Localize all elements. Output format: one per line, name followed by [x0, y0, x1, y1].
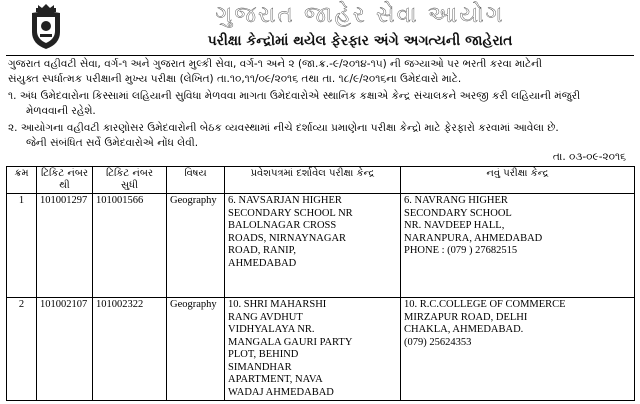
center-change-table [6, 166, 635, 401]
notice-header [0, 0, 640, 56]
row-ticket-from: 101002107 [37, 298, 93, 401]
old-center-line: WADAJ AHMEDABAD [228, 386, 334, 398]
intro-line-2: સંયુક્ત સ્પર્ધાત્મક પરીક્ષાની મુખ્ય પરીક્ષા (લેખિત) તા.૧૦,૧૧/૦૯/૨૦૧૬ તથા તા. ૧૮/૯/૨૦૧૬ના ઉમેદવારો માટે. [8, 73, 462, 85]
row-subject: Geography [167, 194, 225, 298]
row-ticket-to: 101001566 [93, 194, 167, 298]
old-center-line: BALOLNAGAR CROSS [228, 220, 337, 231]
point-2-line-1: ૨. આયોગના વહીવટી કારણોસર ઉમેદવારોની બેઠક વ્યવસ્થામાં નીચે દર્શાવ્યા પ્રમાણેના પરીક્ષા કેન્દ્રો માટે ફેરફારો કરવામાં આવેલા છે. [8, 122, 559, 134]
old-center-line: SECONDARY SCHOOL NR [228, 207, 353, 219]
new-center-line: 10. R.C.COLLEGE OF COMMERCE [404, 299, 566, 310]
point-1-line-1: ૧. અંધ ઉમેદવારોના કિસ્સામાં લહિયાની સુવિધા મેળવવા માગતા ઉમેદવારોએ સ્થાનિક કક્ષાએ કેન્દ્ર સંચાલકને અરજી કરી લહિયાની મંજુરી [8, 90, 581, 102]
old-center-line: VIDHYALAYA NR. [228, 324, 315, 335]
point-1-line-2: મેળવવાની રહેશે. [26, 105, 96, 117]
new-center-line: NARANPURA, AHMEDABAD [404, 232, 543, 244]
new-center-line: PHONE : (079 ) 27682515 [404, 245, 518, 256]
header-ticket-to: ટિકિટ નંબર સુધી [93, 167, 167, 194]
gpsc-emblem-icon [28, 4, 64, 50]
old-center-line: SIMANDHAR [228, 361, 292, 373]
new-center-line: CHAKLA, AHMEDABAD. [404, 324, 524, 335]
old-center-line: APARTMENT, NAVA [228, 374, 323, 385]
header-new-center: નવું પરીક્ષા કેન્દ્ર [401, 167, 635, 194]
row-ticket-from: 101001297 [37, 194, 93, 298]
row-serial: 2 [7, 298, 37, 401]
table-header-row [7, 167, 635, 194]
row-new-center [401, 298, 635, 401]
new-center-line: 6. NAVRANG HIGHER [404, 195, 508, 206]
row-new-center [401, 194, 635, 298]
notice-title: પરીક્ષા કેન્દ્રોમાં થયેલ ફેરફાર અંગે અગત્યની જાહેરાત [207, 33, 513, 49]
old-center-line: ROADS, NIRNAYNAGAR [228, 232, 347, 244]
new-center-line: NR. NAVDEEP HALL, [404, 220, 505, 231]
header-ticket-from: ટિકિટ નંબર થી [37, 167, 93, 194]
new-center-line: SECONDARY SCHOOL [404, 207, 512, 219]
new-center-line: (079) 25624353 [404, 336, 472, 348]
old-center-line: PLOT, BEHIND [228, 349, 299, 360]
header-serial: ક્રમ [7, 167, 37, 194]
old-center-line: 6. NAVSARJAN HIGHER [228, 195, 342, 206]
row-old-center [225, 194, 401, 298]
header-old-center: પ્રવેશપત્રમાં દર્શાવેલ પરીક્ષા કેન્દ્ર [225, 167, 401, 194]
old-center-line: 10. SHRI MAHARSHI [228, 299, 327, 310]
header-subject: વિષય [167, 167, 225, 194]
intro-line-1: ગુજરાત વહીવટી સેવા, વર્ગ-૧ અને ગુજરાત મુલ્કી સેવા, વર્ગ-૧ અને ૨ (જા.ક્ર.-૯/૨૦૧૪-૧૫) ની જગ્યાઓ પર ભરતી કરવા માટેની [8, 58, 542, 70]
notice-date: તા. ૦૩-૦૯-૨૦૧૬ [552, 151, 626, 163]
old-center-line: AHMEDABAD [228, 257, 297, 269]
row-ticket-to: 101002322 [93, 298, 167, 401]
table-row [7, 194, 635, 298]
org-name: ગુજરાત જાહેર સેવા આયોગ [215, 2, 505, 28]
new-center-line: MIRZAPUR ROAD, DELHI [404, 311, 528, 323]
old-center-line: RANG AVDHUT [228, 311, 303, 323]
old-center-line: ROAD, RANIP, [228, 245, 296, 256]
header-divider [6, 55, 634, 56]
table-row [7, 298, 635, 401]
row-subject: Geography [167, 298, 225, 401]
old-center-line: MANGALA GAURI PARTY [228, 336, 353, 348]
row-serial: 1 [7, 194, 37, 298]
point-2-line-2: જેની સંબંધિત સર્વે ઉમેદવારોએ નોંધ લેવી. [26, 137, 199, 149]
row-old-center [225, 298, 401, 401]
